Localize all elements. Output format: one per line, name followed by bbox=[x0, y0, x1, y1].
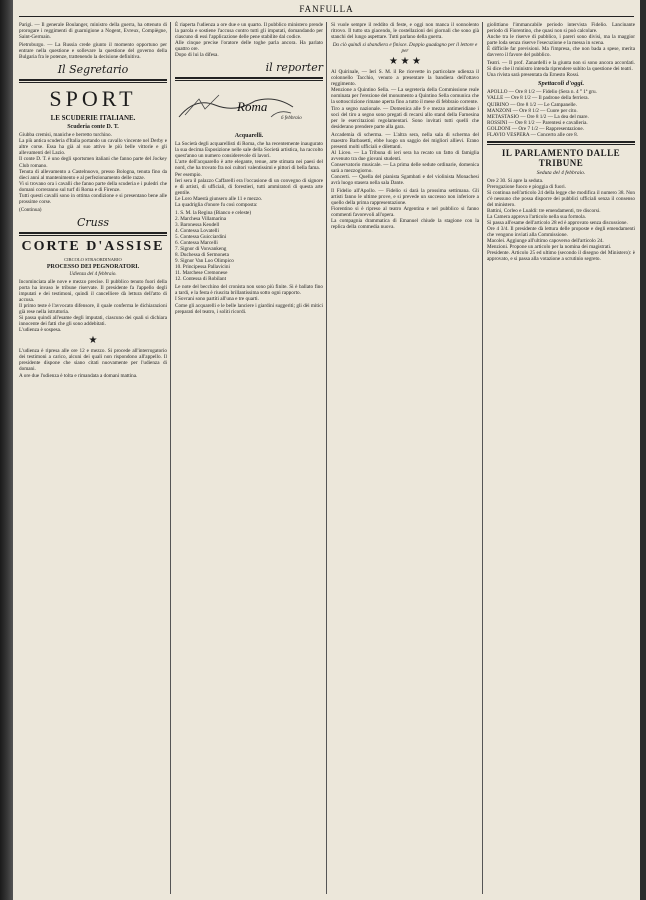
star-separator: ★ ★ ★ bbox=[389, 56, 421, 68]
sport-heading: SPORT bbox=[49, 86, 137, 112]
quirinale-news: Al Quirinale, — Ieri S. M. il Re ricevette in particolare udienza il colonnello Tacchio, venuto a presentare la bandiera dell'ottavo reggimento. Menzione a Quintino Sella. — La segreteria della Commissione reale nominata per l'erezione del monumento a Quintino Sella comunica che la sottoscrizione rimane aperta fino a tutto il mese di febbraio corrente. Tiro a segno nazionale. — Domenica alle 9 e mezzo antimeridiane i soci del tiro a segno sono pregati di recarsi allo stand della Farnesina per le esercitazioni regolamentari. Sono invitati tutti quelli che desiderano prendere parte alla gara. bbox=[331, 69, 479, 130]
roma-date: 6 febbraio bbox=[281, 116, 302, 122]
corte-body: Incominciata alle nove e mezzo precise. Il pubblico tenuto fuori della porta ha invaso le tribune riservate. Il presidente fa l'appello degli imputati e dei testimoni, quindi il cancelliere dà lettura dell'atto di accusa. Il primo teste è l'avvocato difensore, il quale conferma le dichiarazioni già rese nella istruttoria. Si passa quindi all'esame degli imputati, ciascuno dei quali si dichiara innocente dei fatti che gli sono addebitati. L'udienza è sospesa. bbox=[19, 278, 167, 334]
column-divider bbox=[482, 22, 483, 894]
list-item: 7. Signor di Vonvankeng bbox=[175, 246, 227, 253]
list-item: FLAVIO VESPERA — Concerto alle ore 8. bbox=[487, 131, 579, 138]
udienza-date: Udienza del 4 febbraio. bbox=[69, 271, 117, 277]
spettacoli-heading: Spettacoli d'oggi. bbox=[537, 80, 585, 88]
teatri-news: Teatri. — Il prof. Zanardelli e la giunta non si sono ancora accordati. Si dice che il ministro intenda riprendere subito la questione dei teatri. Una rivista sarà presentata da Ernesto Rossi. bbox=[487, 60, 635, 79]
sport-body: Giubba cremisi, maniche e berretto turchino. La più antica scuderia d'Italia portando un cavallo vincente nel Derby e altre corse. Essa ha già al suo attivo le più belle vittorie e gli allevamenti del Lazio. Il conte D. T. è uno degli sportsmen italiani che fanno parte del Jockey Club romano. Tenuta di allevamento a Castelnuovo, presso Bologna, tenuta fino da dieci anni al mantenimento e al perfezionamento delle razze. Vi si trovano ora i cavalli che fanno parte della scuderia e i puledri che domani correranno sul turf di Roma e di Firenze. Tutti questi cavalli sono in ottima condizione e si presentano bene alle prossime corse. bbox=[19, 132, 167, 205]
divider bbox=[19, 79, 167, 83]
divider bbox=[19, 232, 167, 236]
corte-subheading: CIRCOLO STRAORDINARIO bbox=[64, 256, 122, 262]
list-item: 2. Marchesa Villamarina bbox=[175, 215, 227, 222]
news-pietroburgo: Pietroburgo. — La Russia crede giunto il momento opportuno per entrare nella questione e sollevare la questione del governo della Bulgaria fra le potenze, trattenendo la decisione definitiva. bbox=[19, 42, 169, 61]
acquarelli-bottom: Le note del becchino del cronista non sono più finite. Si è ballato fino a tardi, e la festa è riuscita brillantissima sotto ogni rapporto. I Sovrani sono partiti all'una e tre quarti. Come gli acquarelli e le belle lanciere i giardini suggeriti; gli dèi mitici preparati del teatro, i soliti ricordi. bbox=[175, 284, 323, 315]
list-item: 11. Marchese Cremonese bbox=[175, 270, 228, 277]
signature: Il Segretario bbox=[57, 63, 129, 77]
roma-label: Roma bbox=[237, 99, 268, 115]
processo-heading: PROCESSO DEI PEGNORATORI. bbox=[46, 263, 140, 270]
reporter-signature: il reporter bbox=[265, 61, 323, 75]
roma-illustration bbox=[175, 87, 323, 123]
list-item: 12. Contessa di Robilant bbox=[175, 276, 227, 283]
column-3-top: Si vuole sempre il reddito di feste, e oggi non manca il sonnolento ritrovo. Il tutto sta giacendo, le costellazioni dei giornali che sono già stanchi del lungo aspettare. Tutti parlano della guerra. bbox=[331, 22, 481, 41]
masthead: FANFULLA bbox=[299, 4, 354, 14]
star-separator: ★ bbox=[88, 335, 98, 347]
list-item: 10. Principessa Pallavicini bbox=[175, 264, 230, 271]
list-item: VALLE — Ore 8 1/2 — Il padrone della ferriera. bbox=[487, 95, 589, 102]
list-item: MANZONI — Ore 8 1/2 — Cuore per cito. bbox=[487, 107, 578, 114]
quadriglia-list bbox=[175, 210, 323, 283]
page-binding bbox=[0, 0, 13, 900]
udienza-continuation: È riaperta l'udienza a ore due e un quarto. Il pubblico ministero prende la parola e sostiene l'accusa contro tutti gli imputati, domandando per ciascuno di essi l'applicazione delle pene stabilite dal codice. Alle cinque precise l'oratore delle toghe parla ancora. Ha parlato quattro ore. Dopo di lui la difesa. bbox=[175, 22, 323, 59]
list-item: 6. Contessa Marcelli bbox=[175, 240, 218, 247]
list-item: 5. Contessa Guicciardini bbox=[175, 233, 227, 240]
continua-note: (Continua) bbox=[19, 206, 42, 213]
accademia-news: Accademia di scherma. — L'altra sera, nella sala di scherma del maestro Barbasetti, ebbe luogo un saggio dei migliori allievi. Erano presenti molti ufficiali e dilettanti. Al Liceo. — La Tribuna di ieri sera ha recato un fatto di famiglia avvenuto tra due giovani studenti. Conservatorio musicale. — La prima delle sedute ordinarie, domenica sarà a mezzogiorno. Concerti. — Quella del pianista Sgambati e del violinista Monachesi avrà luogo stasera nella sala Dante. bbox=[331, 131, 479, 187]
scuderia-heading: Scuderia conte D. T. bbox=[67, 124, 119, 131]
column-2 bbox=[175, 22, 323, 894]
column-3 bbox=[331, 22, 479, 894]
column-4-top: giolittiano l'immancabile periodo intervista Fidelio. Lancinante periodo di Fiorentino, che quasi non si può calcolare. Anche tra le riserve di pubblico, i pareri sono divisi, ma la maggior parte loda senza riserve l'esecuzione e la messa in scena. È difficile far previsioni. Ma l'impresa, che non bada a spese, merita davvero il favore del pubblico. bbox=[487, 22, 635, 59]
list-item: METASTASIO — Ore 8 1/2 — La dea del mare. bbox=[487, 113, 589, 120]
top-rule bbox=[19, 16, 634, 17]
signature: Cruss bbox=[76, 215, 110, 229]
list-item: 3. Baronessa Keudell bbox=[175, 221, 220, 228]
corte-heading: CORTE D'ASSISE bbox=[21, 238, 165, 254]
newspaper-page bbox=[13, 0, 640, 900]
parlamento-body: Ore 2 30. Si apre la seduta. Prerogazione fuoco e pioggia di fuori. Si continua nell'articolo 24 della legge che modifica il numero 38. Non c'è nessuno che possa disporre dei pubblici ufficiali senza il consenso del ministero. Battini, Corleo e Lualdi: tre emendamenti, tre discorsi. La Camera approva l'articolo nella sua formola. Si passa all'esame dell'articolo 28 ed è approvato senza discussione. Ore 4 3/4. Il presidente dà lettura delle proposte e degli emendamenti che vengono inviati alla Commissione. Macolei. Aggiunge all'ultimo capoverso dell'articolo 24. Menzioni. Propone un articolo per la nomina dei magistrati. Presidente. Articolo 25 ed ultimo (secondo il disegno del Ministero): è approvato, e si passa alla votazione a scrutinio segreto. bbox=[487, 177, 635, 263]
list-item: 8. Duchessa di Sermoneta bbox=[175, 252, 229, 259]
corte-body-2: L'udienza è ripresa alle ore 12 e mezzo. Si procede all'interrogatorio dei testimoni a carico, alcuni dei quali non rispondono all'appello. Il presidente dispone che siano citati nuovamente per l'udienza di domani. A ore due l'udienza è tolta e rimandata a domani mattina. bbox=[19, 348, 167, 379]
list-item: 1. S. M. la Regina (Bianco e celeste) bbox=[175, 209, 252, 216]
acquarelli-body: La Società degli acquarellisti di Roma, che ha recentemente inaugurato la sua decima Esposizione nelle sale della Società artistica, ha raccolto quest'anno un numero considerevole di lavori. L'arte dell'acquarello è arte elegante, tenue, arte stimata nei paesi del nord, che ha trovato fra noi cultori valentissimi e pittori di bella fama. Per esempio. Ieri sera il palazzo Caffarelli era l'occasione di un convegno di signore e di artisti, di ufficiali, di forestieri, tutti ammiratori di questa arte gentile. Le Loro Maestà giunsero alle 11 e mezzo. La quadriglia d'onore fu così composta: bbox=[175, 141, 323, 208]
column-divider bbox=[170, 22, 171, 894]
list-item: QUIRINO — Ore 8 1/2 — Le Campanelle. bbox=[487, 101, 577, 108]
column-4 bbox=[487, 22, 635, 894]
column-divider bbox=[326, 22, 327, 894]
list-item: APOLLO — Ore 8 1/2 — Fidelio (Sera n. 4 ° 1ª gru. bbox=[487, 89, 597, 96]
parlamento-heading: IL PARLAMENTO DALLE TRIBUNE bbox=[501, 147, 621, 168]
seduta-date: Seduta del 4 febbraio. bbox=[536, 169, 586, 176]
list-item: 9. Signor Van Loo Olimpico bbox=[175, 258, 234, 265]
news-parigi: Parigi. — Il generale Boulanger, ministro della guerra, ha ottenuto di prorogare i reggimenti di guarnigione a Nogent, Evreux, Compiègne, Saint-Germain. bbox=[19, 22, 169, 41]
list-item: 4. Contessa Lovatelli bbox=[175, 227, 219, 234]
quote: Da ciò quindi si sbandiera e finisce. Doppio guadagno per il lettore e per bbox=[332, 42, 479, 55]
column-1 bbox=[19, 22, 167, 894]
divider bbox=[175, 77, 323, 81]
fidelio-news: Il Fidelio all'Apollo. — Fidelio si darà la prossima settimana. Gli artisti fanno le ultime prove, e si prevede un successo non inferiore a quello della prima rappresentazione. Fiorentino si è ripreso al teatro Argentina e nel pubblico si fanno commenti favorevoli all'opera. La compagnia drammatica di Emanuel chiude la stagione con la replica della commedia nuova. bbox=[331, 188, 479, 231]
list-item: ROSSINI — Ore 8 1/2 — Parentesi e cavalleria. bbox=[487, 119, 588, 126]
acquarelli-heading: Acquarelli. bbox=[234, 133, 264, 140]
divider bbox=[487, 141, 635, 145]
list-item: GOLDONI — Ore 7 1/2 — Rappresentazione. bbox=[487, 125, 584, 132]
spettacoli-list bbox=[487, 89, 635, 137]
sport-subheading: LE SCUDERIE ITALIANE. bbox=[50, 114, 136, 123]
